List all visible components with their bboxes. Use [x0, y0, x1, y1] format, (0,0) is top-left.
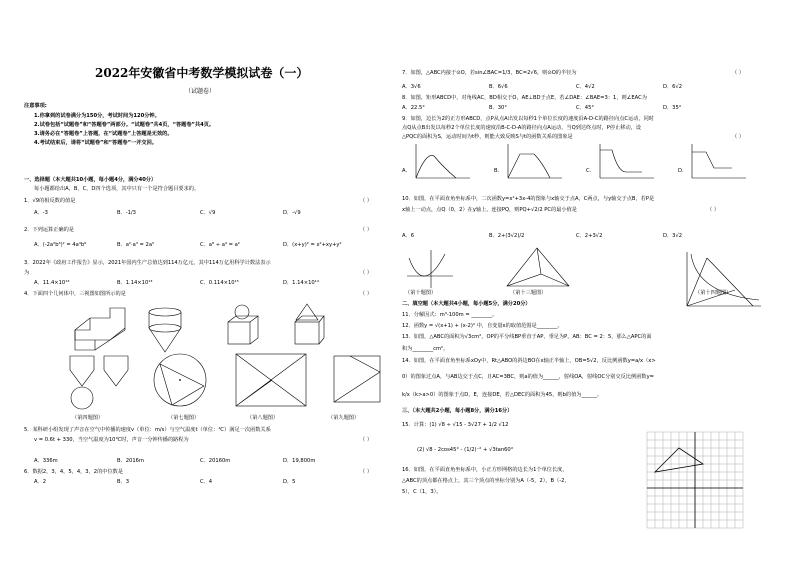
q16-stem: 16．如图，在平面直角坐标系中，小正方形网格的边长为1个单位长度，: [402, 467, 568, 473]
q2-stem: 2．下列运算正确的是: [24, 227, 74, 233]
q7-stem: 7．如图，△ABC内接于⊙O，若sin∠BAC=1/3，BC=2√6，则⊙O的半径为: [402, 70, 577, 76]
q15-part1: 15．计算：(1) √8 ÷ √15 - 3√27 + 1/2 √12: [402, 422, 509, 428]
q6-paren: （ ）: [360, 469, 373, 475]
exam-subtitle: （试题卷）: [185, 88, 216, 95]
q9-graph-b: [504, 142, 564, 182]
q3-stem: 3．2022年《政府工作报告》显示，2021年国内生产总值达到114万亿元，其中114万亿用科学计数法表示: [24, 260, 271, 266]
q16-line2: △ABC的顶点都在格点上，其三个顶点的坐标分别为A（-5，2），B（-2，: [402, 478, 570, 484]
q9-line3: △PQC的面积为S，运动时间为t秒，则能大致反映S与t的函数关系的图象是: [402, 134, 573, 140]
q14-line3: k/x（k>a>0）的图象于点D，E，连接DE，若△DEC的面积为45，则b的值为______。: [402, 392, 603, 398]
q9-graph-c: [596, 142, 656, 182]
q10-opt-a: A．6: [402, 233, 415, 239]
right-page: [397, 0, 794, 562]
q10-opt-b: B．2+(3√2)/2: [489, 233, 525, 239]
exam-title: 2022年安徽省中考数学模拟试卷（一）: [95, 66, 309, 80]
q14-figure: [683, 250, 763, 310]
q10-opt-c: C．2+3√2: [576, 233, 603, 239]
q3-paren: （ ）: [360, 270, 373, 276]
q12-stem: 12．函数y = √(x+1) + (x-2)⁰ 中，自变量x的取值范围是________。: [402, 323, 563, 329]
q5-line2: v = 0.6t + 330，当空气温度为10℃时，声音一分钟传播的路程为: [34, 437, 189, 443]
q3-opt-c: C．0.114×10¹⁵: [200, 280, 239, 286]
q13-line2: 积为________cm²。: [402, 346, 449, 352]
q5-opt-c: C．20160m: [200, 458, 231, 464]
q4-solid-b: [149, 308, 181, 352]
q6-stem: 6．数据2，3，4，5，4，3，2的中位数是: [24, 469, 124, 475]
q5-opt-a: A．336m: [34, 458, 58, 464]
q9-stem: 9．如图，边长为2的正方形ABCD，点P从点A出发以每秒1个单位长度的速度沿A-D-C的路径向点C运动，同时: [402, 116, 654, 122]
q8-opt-a: A．22.5°: [402, 105, 425, 111]
fig-q13-caption: （第十三题图）: [510, 290, 547, 296]
q8-opt-c: C．45°: [576, 105, 595, 111]
q13-stem: 13．如图，△ABC的面积为√3cm²，OP的平分线BP垂直于AP，垂足为P，AB：BC = 2：5，那么△APC的面: [402, 334, 652, 340]
q3-opt-d: D．1.14×10¹⁴: [283, 280, 319, 286]
fig-q8-caption: （第八题图）: [247, 415, 279, 421]
q2-opt-c: C．a⁸ ÷ a⁴ = a²: [200, 242, 240, 248]
q8-opt-d: D．35°: [663, 105, 682, 111]
q13-figure: [505, 246, 571, 290]
q6-opt-d: D．5: [283, 479, 296, 485]
q16-grid-figure: [647, 432, 747, 532]
fig-q9-caption: （第九题图）: [328, 415, 360, 421]
q3-opt-a: A．11.4×10¹³: [34, 280, 70, 286]
q14-line2: 0）的图象过点A，与AB边交于点C，且AC=3BC，则a的值为______，射线OA，射线OC分别交反比例函数y=: [402, 374, 654, 380]
q2-paren: （ ）: [360, 227, 373, 233]
q1-paren: （ ）: [360, 198, 373, 204]
fig-q7-caption: （第七题图）: [168, 415, 200, 421]
q11-stem: 11．分解因式：m³-100m = ________。: [402, 312, 498, 318]
q10-paren: （ ）: [707, 207, 720, 213]
notes-title: 注意事项:: [24, 103, 47, 109]
q15-part2: (2) √8 - 2cos45° - (1/2)⁻² + √3tan60°: [417, 447, 514, 453]
note-2: 2.试卷包括“试题卷”和“答题卷”两部分。“试题卷”共4页，“答题卷”共4页。: [34, 122, 215, 128]
q9-figure: [330, 352, 384, 408]
note-3: 3.请务必在“答题卷”上答题，在“试题卷”上答题是无效的。: [34, 131, 173, 137]
q5-opt-d: D．19,800m: [283, 458, 316, 464]
note-1: 1.你拿到的试卷满分为150分，考试时间为120分钟。: [34, 113, 160, 119]
note-4: 4.考试结束后，请将“试题卷”和“答题卷”一并交回。: [34, 140, 157, 146]
q5-opt-b: B．2016m: [117, 458, 145, 464]
q1-stem: 1．√9的相反数的值是: [24, 198, 76, 204]
q8-stem: 8．如图，矩形ABCD中，对角线AC，BD相交于O，AE⊥BD于点E，若∠DAE：∠BAE=3：1，则∠EAC为: [402, 95, 647, 101]
q4-solids-figure: [70, 300, 370, 410]
section3-heading: 三、（本大题共2小题，每小题8分，满分16分）: [402, 408, 513, 414]
q1-opt-a: A．-3: [34, 210, 48, 216]
q4-solid-a: [75, 308, 125, 350]
q6-opt-a: A．2: [34, 479, 47, 485]
q10-opt-d: D．3√2: [663, 233, 683, 239]
q9-line2: 点Q从点B出发以每秒2个单位长度的速度沿B-C-D-A的路径向点A运动，当Q到达终点时，P停止移动，设: [402, 125, 642, 131]
q8-figure: [232, 350, 310, 412]
section1-desc: 每小题都给出A，B，C，D四个选项，其中只有一个是符合题目要求的。: [34, 186, 200, 192]
q10-figure: [405, 248, 455, 288]
fig-q10-caption: （第十题图）: [405, 290, 437, 296]
q4-solid-d: [295, 304, 324, 344]
q4-stem: 4．下面四个几何体中，三视图如图所示的是: [24, 291, 126, 297]
q9-graph-a: [412, 142, 472, 182]
q3-opt-b: B．1.14×10¹³: [117, 280, 153, 286]
q1-opt-c: C．√9: [200, 210, 216, 216]
q9-opt-a-label: A.: [402, 168, 408, 174]
q7-opt-d: D．6√2: [663, 84, 683, 90]
q7-opt-a: A．3√6: [402, 84, 421, 90]
q2-opt-d: D．(x+y)² = x²+xy+y²: [283, 242, 342, 248]
q4-paren: （ ）: [360, 291, 373, 297]
q16-line3: 5），C（1，3）。: [402, 489, 442, 495]
q6-opt-c: C．4: [200, 479, 213, 485]
q7-paren: （ ）: [732, 70, 745, 76]
q9-graph-d: [688, 142, 748, 182]
q5-stem: 5．某科研小组发现了声音在空气中传播的速度v（单位：m/s）与空气温度t（单位：℃）满足一次函数关系: [24, 427, 271, 433]
q14-stem: 14．如图，在平面直角坐标系xOy中，Rt△ABO的斜边BO在x轴正半轴上，OB=5√2，反比例函数y=a/x（x>: [402, 358, 656, 364]
fig-q4-caption: （第四题图）: [72, 415, 104, 421]
q10-line2: x轴上一动点，点Q（0，2）在y轴上，连接PQ，则PQ+√2/2 PC的最小值是: [402, 207, 577, 213]
q2-opt-a: A．(-2a²b³)² = 4a⁴b⁶: [34, 242, 87, 248]
q9-paren: （ ）: [732, 134, 745, 140]
q1-opt-b: B．-1/3: [117, 210, 136, 216]
fig-q14-caption: （第十四题图）: [695, 290, 732, 296]
q6-opt-b: B．3: [117, 479, 130, 485]
q9-opt-b-label: B.: [494, 168, 500, 174]
q7-opt-b: B．6√6: [489, 84, 508, 90]
q2-opt-b: B．a²·a³ = 2a⁵: [117, 242, 155, 248]
section2-heading: 二、填空题（本大题共4小题，每小题5分，满分20分）: [402, 301, 531, 307]
q4-solid-c: [228, 305, 258, 344]
q1-opt-d: D．-√9: [283, 210, 301, 216]
q4-three-views: [70, 356, 128, 409]
q5-paren: （ ）: [360, 437, 373, 443]
q8-opt-b: B．30°: [489, 105, 507, 111]
q9-opt-c-label: C.: [586, 168, 592, 174]
section1-heading: 一、选择题（本大题共10小题，每小题4分，满分40分）: [24, 177, 157, 183]
q9-opt-d-label: D.: [678, 168, 684, 174]
q7-figure: [150, 352, 212, 412]
q3-tail: 为: [24, 270, 30, 276]
q10-stem: 10．如图，在平面直角坐标系中，二次函数y=x²+3x-4的图象与x轴交于点A，C两点，与y轴交于点B，若P是: [402, 196, 655, 202]
q7-opt-c: C．4√2: [576, 84, 595, 90]
